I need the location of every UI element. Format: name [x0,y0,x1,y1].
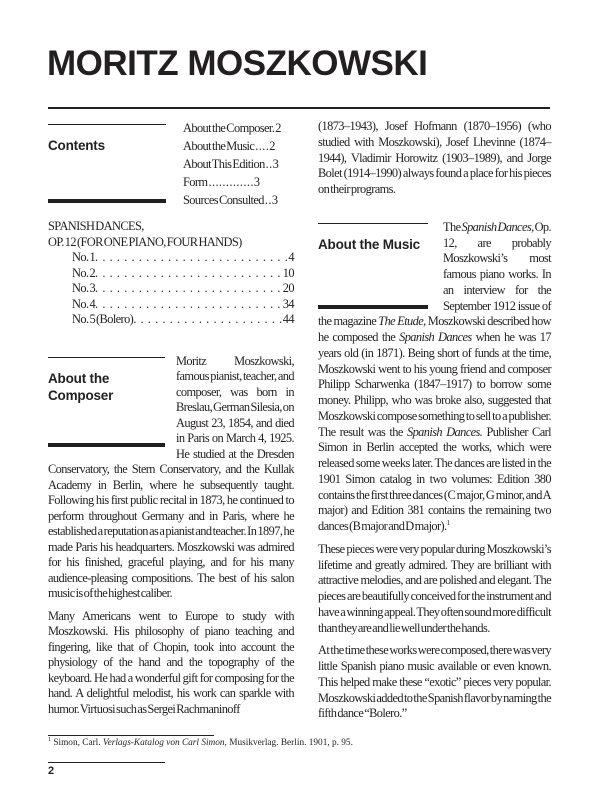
composer-paragraph: Many Americans went to Europe to study with Moszkowski. His philosophy of piano teaching and fingering, like that of Chopin, took into account the physiology of the hand and the topography of the keyboard. He had a wonderful gift for composing for the hand. A delightful melodist, his work can sparkle with humor. Virtuosi such as Sergei Rachmaninoff [48,608,294,716]
contents-heading: Contents [48,138,105,153]
toc-item[interactable]: About This Edition . . 3 [183,156,279,171]
footnote-ref[interactable]: 1 [446,518,450,527]
music-paragraph: These pieces were very popular during Moszkowski’s lifetime and greatly admired. They are brilliant with attractive melodies, and are polished and elegant. The pieces are beautifully conceived for the instrument and have a winning appeal. They often sound more difficult than they are and lie well under the hands. [318,541,551,635]
right-column [318,119,551,729]
composer-paragraph: Moritz Moszkowski, famous pianist, teacher, and composer, was born in Breslau, German Silesia, on August 23, 1854, and died in Paris on March 4, 1925. He studied at the Dresden Conservatory, the Stern Conservatory, and the Kullak Academy in Berlin, where he subsequently taught. Following his first public recital in 1873, he continued to perform throughout Germany and in Paris, where he established a reputation as a pianist and teacher. In 1897, he made Paris his headquarters. Moszkowski was admired for his finished, graceful playing, and for his many audience-pleasing compositions. The best of his salon music is of the highest caliber. [48,353,294,600]
toc-list [183,121,293,210]
music-heading-box [318,223,428,309]
dances-subheading: OP. 12 (FOR ONE PIANO, FOUR HANDS) [48,234,242,249]
contents-section [48,121,294,211]
toc-item[interactable]: Sources Consulted . . 3 [183,192,278,207]
toc-item[interactable]: About the Music . . . . 2 [183,138,275,153]
music-paragraph: At the time these works were composed, there was very little Spanish piano music available or even known. This helped make these “exotic” pieces very popular. Moszkowski added to the Spanish flavor by naming the fifth dance “Bolero.” [318,643,551,721]
composer-paragraph-continued: (1873–1943), Josef Hofmann (1870–1956) (who studied with Moszkowski), Josef Lhevinne (1874–1944), Vladimir Horowitz (1903–1989), and Jorge Bolet (1914–1990) always found a place for his pieces on their programs. [318,119,551,196]
dances-heading: SPANISH DANCES, [48,219,144,233]
music-heading: About the Music [318,236,420,252]
page-number-rule [48,762,165,763]
footnote: $^1$ Simon, Carl. Verlags-Katalog von Carl Simon, Musikverlag. Berlin. 1901, p. 95. [48,736,353,748]
footnote-rule [48,735,214,736]
dance-toc-item[interactable]: No. 3 . . . 20 [72,281,294,297]
dance-toc-item[interactable]: No. 5 (Bolero) . . . 44 [72,312,294,328]
composer-heading-box [48,357,165,447]
dances-toc [48,219,294,328]
toc-item[interactable]: About the Composer. 2 [183,121,281,135]
music-paragraph: The Spanish Dances, Op. 12, are probably Moszkowski’s most famous piano works. In an interview for the September 1912 issue of the magazine The Etude, Moszkowski described how he composed the Spanish Dances when he was 17 years old (in 1871). Being short of funds at the time, Moszkowski went to his young friend and composer Philipp Scharwenka (1847–1917) to borrow some money. Philipp, who was broke also, suggested that Moszkowski compose something to sell to a publisher. The result was the Spanish Dances. Publisher Carl Simon in Berlin accepted the works, which were released some weeks later. The dances are listed in the 1901 Simon catalog in two volumes: Edition 380 contains the first three dances (C major, G minor, and A major) and Edition 381 contains the remaining two dances (B major and D major).$^1$ [318,219,552,533]
dance-toc-item[interactable]: No. 1 . . . 4 [72,250,294,266]
composer-heading: About the Composer [48,370,114,403]
toc-item[interactable]: Form . . . . . . . . . . . . . 3 [183,174,260,189]
page-title: MORITZ MOSZKOWSKI [47,44,428,83]
dance-toc-item[interactable]: No. 4 . . . 34 [72,297,294,313]
dance-toc-item[interactable]: No. 2 . . . 10 [72,266,294,282]
contents-heading-box [48,124,166,203]
left-column [48,121,294,724]
title-rule [48,107,550,109]
about-music-section [318,220,551,722]
page-number: 2 [48,765,55,777]
about-composer-section [48,354,294,718]
